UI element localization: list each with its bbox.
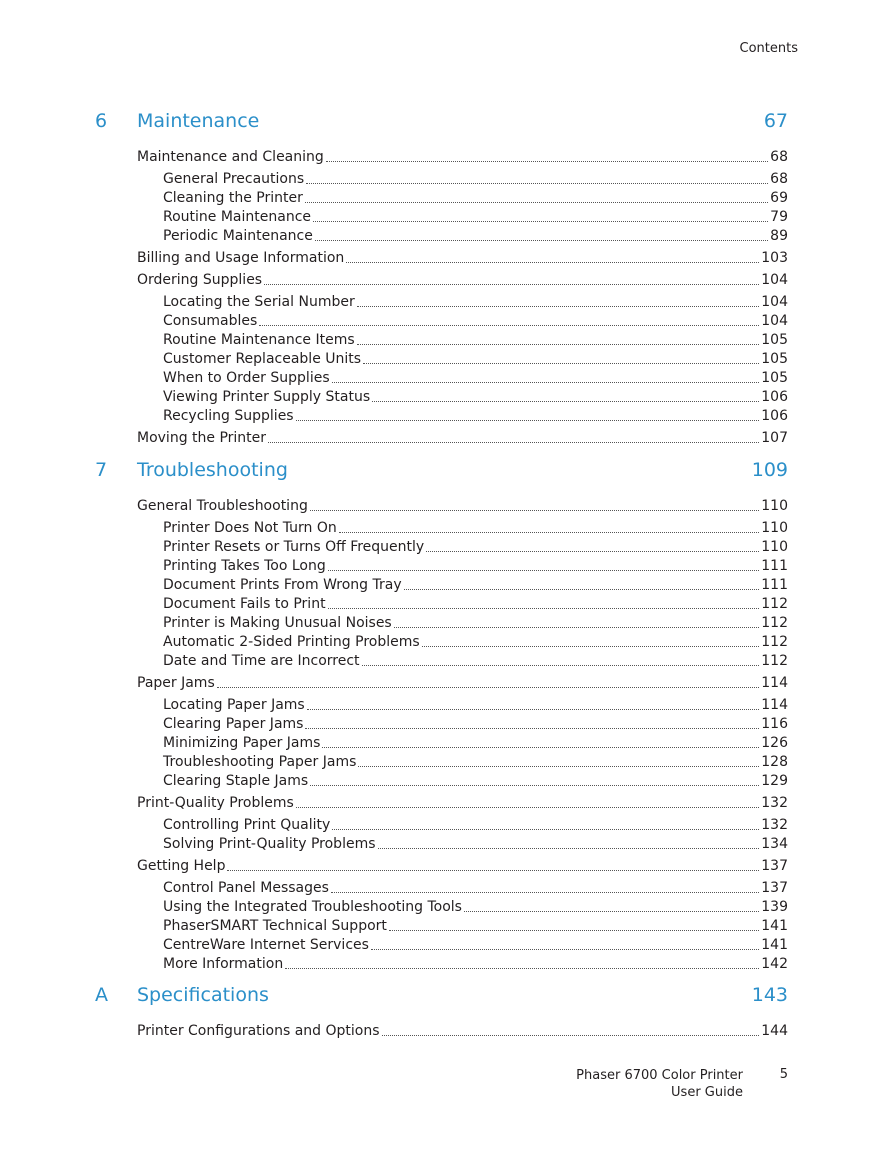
chapter-number: A [95,984,108,1006]
toc-entry-label: Document Fails to Print [163,596,326,612]
toc-subentry[interactable] [163,879,788,898]
dot-leader [464,911,759,912]
toc-entry-page: 114 [761,675,788,691]
toc-entry-page: 116 [761,716,788,732]
dot-leader [328,608,760,609]
toc-entry-page: 104 [761,313,788,329]
toc-subentry[interactable] [163,835,788,854]
toc-entry-label: Troubleshooting Paper Jams [163,754,357,770]
dot-leader [268,442,759,443]
toc-subentry[interactable] [163,652,788,671]
toc-entry-label: Cleaning the Printer [163,190,303,206]
toc-subentry[interactable] [163,955,788,974]
toc-entry[interactable] [137,271,788,290]
dot-leader [357,306,760,307]
toc-subentry[interactable] [163,312,788,331]
toc-entry-page: 112 [761,596,788,612]
toc-entry-label: Viewing Printer Supply Status [163,389,371,405]
toc-entry-page: 103 [761,250,788,266]
dot-leader [346,262,759,263]
dot-leader [371,949,759,950]
toc-entry-label: Moving the Printer [137,430,267,446]
chapter-heading[interactable] [0,110,893,138]
toc-entry-page: 104 [761,272,788,288]
toc-subentry[interactable] [163,936,788,955]
dot-leader [404,589,760,590]
dot-leader [331,892,759,893]
dot-leader [389,930,759,931]
footer-page-number: 5 [779,1067,788,1082]
toc-entry-label: Billing and Usage Information [137,250,345,266]
toc-entry[interactable] [137,674,788,693]
toc-entry-page: 68 [770,149,788,165]
dot-leader [307,709,760,710]
toc-entry-page: 132 [761,817,788,833]
toc-subentry[interactable] [163,369,788,388]
toc-entry-page: 139 [761,899,788,915]
toc-entry-label: Clearing Paper Jams [163,716,304,732]
toc-entry-label: Periodic Maintenance [163,228,313,244]
toc-entry-label: Automatic 2-Sided Printing Problems [163,634,420,650]
chapter-title: Troubleshooting [137,459,288,481]
dot-leader [227,870,759,871]
toc-entry-label: CentreWare Internet Services [163,937,369,953]
toc-subentry[interactable] [163,576,788,595]
dot-leader [378,848,760,849]
toc-entry-label: Minimizing Paper Jams [163,735,321,751]
toc-subentry[interactable] [163,293,788,312]
chapter-heading[interactable] [0,984,893,1012]
chapter-title: Specifications [137,984,269,1006]
toc-entry-label: Printer Configurations and Options [137,1023,380,1039]
footer-guide-name: User Guide [671,1085,743,1100]
toc-entry-label: More Information [163,956,284,972]
toc-subentry[interactable] [163,614,788,633]
toc-subentry[interactable] [163,407,788,426]
dot-leader [358,766,759,767]
toc-entry-page: 89 [770,228,788,244]
toc-entry-page: 106 [761,389,788,405]
dot-leader [217,687,760,688]
dot-leader [296,420,760,421]
chapter-title: Maintenance [137,110,260,132]
toc-entry-label: Printer Does Not Turn On [163,520,337,536]
toc-entry-label: Customer Replaceable Units [163,351,362,367]
dot-leader [362,665,760,666]
toc-entry[interactable] [137,497,788,516]
footer-product [576,1067,743,1101]
toc-entry-page: 137 [761,880,788,896]
toc-entry-label: General Precautions [163,171,305,187]
toc-entry-page: 105 [761,351,788,367]
toc-subentry[interactable] [163,734,788,753]
dot-leader [339,532,760,533]
toc-subentry[interactable] [163,557,788,576]
toc-entry-label: Printing Takes Too Long [163,558,326,574]
toc-entry-page: 105 [761,370,788,386]
toc-entry-label: Locating Paper Jams [163,697,305,713]
toc-entry-page: 134 [761,836,788,852]
chapter-page: 67 [763,110,788,132]
dot-leader [332,382,760,383]
toc-entry-label: Locating the Serial Number [163,294,355,310]
toc-entry-label: Print-Quality Problems [137,795,294,811]
toc-subentry[interactable] [163,170,788,189]
toc-entry-label: Routine Maintenance [163,209,312,225]
toc-subentry[interactable] [163,538,788,557]
dot-leader [382,1035,760,1036]
running-header: Contents [739,41,798,56]
toc-entry[interactable] [137,857,788,876]
dot-leader [259,325,759,326]
toc-subentry[interactable] [163,633,788,652]
toc-entry-label: Routine Maintenance Items [163,332,355,348]
toc-entry-page: 144 [761,1023,788,1039]
toc-entry-page: 79 [770,209,788,225]
dot-leader [422,646,760,647]
toc-entry-page: 105 [761,332,788,348]
toc-entry-label: Paper Jams [137,675,215,691]
chapter-page: 109 [751,459,788,481]
toc-entry-label: General Troubleshooting [137,498,308,514]
dot-leader [313,221,768,222]
toc-entry-label: Clearing Staple Jams [163,773,309,789]
toc-entry-page: 110 [761,539,788,555]
toc-entry-page: 126 [761,735,788,751]
toc-entry-page: 137 [761,858,788,874]
toc-entry-page: 111 [761,558,788,574]
toc-entry-label: Printer Resets or Turns Off Frequently [163,539,425,555]
toc-entry-label: Control Panel Messages [163,880,329,896]
toc-subentry[interactable] [163,816,788,835]
dot-leader [306,183,768,184]
toc-entry[interactable] [137,249,788,268]
toc-entry-page: 112 [761,634,788,650]
toc-subentry[interactable] [163,350,788,369]
toc-subentry[interactable] [163,595,788,614]
toc-entry-page: 104 [761,294,788,310]
chapter-number: 7 [95,459,108,481]
toc-entry-page: 129 [761,773,788,789]
dot-leader [322,747,759,748]
dot-leader [305,202,768,203]
toc-entry-page: 142 [761,956,788,972]
toc-subentry[interactable] [163,772,788,791]
toc-entry-label: When to Order Supplies [163,370,330,386]
toc-entry-label: Consumables [163,313,258,329]
toc-entry-page: 128 [761,754,788,770]
dot-leader [326,161,768,162]
toc-entry-page: 106 [761,408,788,424]
toc-entry-label: Recycling Supplies [163,408,294,424]
toc-entry-page: 110 [761,498,788,514]
toc-subentry[interactable] [163,227,788,246]
toc-subentry[interactable] [163,388,788,407]
toc-entry-label: Getting Help [137,858,226,874]
dot-leader [328,570,760,571]
chapter-number: 6 [95,110,108,132]
dot-leader [332,829,759,830]
toc-subentry[interactable] [163,519,788,538]
toc-entry-label: Document Prints From Wrong Tray [163,577,402,593]
toc-subentry[interactable] [163,331,788,350]
dot-leader [357,344,760,345]
chapter-page: 143 [751,984,788,1006]
toc-entry-page: 132 [761,795,788,811]
toc-subentry[interactable] [163,696,788,715]
toc-entry[interactable] [137,794,788,813]
toc-entry-label: Printer is Making Unusual Noises [163,615,392,631]
toc-entry-page: 114 [761,697,788,713]
toc-entry-page: 141 [761,918,788,934]
toc-entry-page: 111 [761,577,788,593]
dot-leader [285,968,759,969]
dot-leader [363,363,759,364]
toc-subentry[interactable] [163,189,788,208]
toc-entry-label: Solving Print-Quality Problems [163,836,376,852]
toc-entry-page: 110 [761,520,788,536]
chapter-heading[interactable] [0,459,893,487]
toc-entry-label: Using the Integrated Troubleshooting Tools [163,899,462,915]
toc-entry-label: PhaserSMART Technical Support [163,918,387,934]
toc-entry[interactable] [137,148,788,167]
toc-subentry[interactable] [163,753,788,772]
footer-product-name: Phaser 6700 Color Printer [576,1068,743,1083]
toc-entry-label: Date and Time are Incorrect [163,653,360,669]
dot-leader [372,401,759,402]
dot-leader [305,728,759,729]
toc-subentry[interactable] [163,715,788,734]
dot-leader [310,785,759,786]
toc-entry[interactable] [137,429,788,448]
dot-leader [394,627,760,628]
toc-entry-page: 69 [770,190,788,206]
toc-entry-page: 141 [761,937,788,953]
dot-leader [426,551,759,552]
toc-subentry[interactable] [163,898,788,917]
toc-subentry[interactable] [163,208,788,227]
dot-leader [315,240,768,241]
dot-leader [310,510,759,511]
toc-entry[interactable] [137,1022,788,1041]
dot-leader [264,284,759,285]
toc-entry-label: Maintenance and Cleaning [137,149,324,165]
toc-subentry[interactable] [163,917,788,936]
toc-entry-page: 112 [761,653,788,669]
toc-entry-page: 107 [761,430,788,446]
toc-entry-label: Ordering Supplies [137,272,263,288]
toc-entry-label: Controlling Print Quality [163,817,331,833]
toc-entry-page: 112 [761,615,788,631]
toc-entry-page: 68 [770,171,788,187]
dot-leader [296,807,759,808]
